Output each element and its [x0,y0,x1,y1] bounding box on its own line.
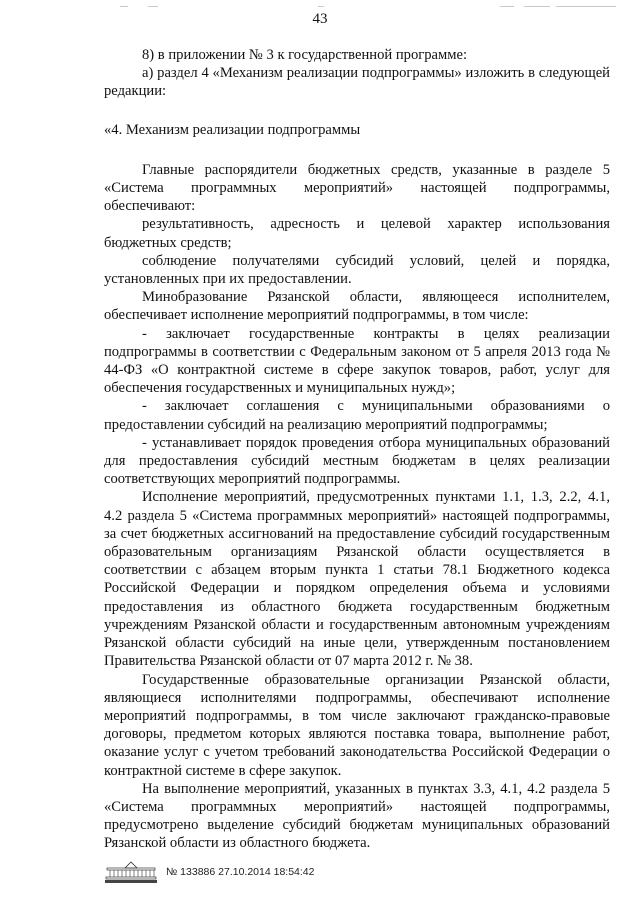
paragraph-execution: Исполнение мероприятий, предусмотренных пунктами 1.1, 1.3, 2.2, 4.1, 4.2 раздела 5 «Система программных мероприятий» настоящей подпрограммы, за счет бюджетных ассигнований на предоставление субсидий государственным образовательным организациям Рязанской области осуществляется в соответствии с абзацем вторым пункта 1 статьи 78.1 Бюджетного кодекса Российской Федерации и порядком определения объема и условиями предоставления из областного бюджета государственным бюджетным учреждениям Рязанской области и государственным автономным учреждениям Рязанской области субсидий на иные цели, утвержденным постановлением Правительства Рязанской области от 07 марта 2012 г. № 38. [104,489,610,670]
paragraph-agreements: - заключает соглашения с муниципальными образованиями о предоставлении субсидий на реализацию мероприятий подпрограммы; [104,398,610,433]
registration-stamp: № 133886 27.10.2014 18:54:42 [166,866,315,878]
page-number: 43 [312,11,328,27]
building-seal-icon [104,860,158,884]
paragraph-main-managers: Главные распорядители бюджетных средств, указанные в разделе 5 «Система программных мероприятий» настоящей подпрограммы, обеспечивают: [104,161,610,215]
paragraph-selection: - устанавливает порядок проведения отбора муниципальных образований для предоставления субсидий местным бюджетам в целях реализации соответствующих мероприятий подпрограммы. [104,434,610,488]
paragraph-subsidies: На выполнение мероприятий, указанных в пунктах 3.3, 4.1, 4.2 раздела 5 «Система программных мероприятий» настоящей подпрограммы, предусмотрено выделение субсидий бюджетам муниципальных образований Рязанской области из областного бюджета. [104,780,610,852]
document-body [104,46,610,853]
paragraph-organizations: Государственные образовательные организации Рязанской области, являющиеся исполнителями подпрограммы, обеспечивают исполнение мероприятий подпрограммы, в том числе заключают гражданско-правовые договоры, предметом которых являются поставка товара, выполнение работ, оказание услуг с учетом требований законодательства Российской Федерации о контрактной системе в сфере закупок. [104,671,610,779]
registration-footer [104,859,314,885]
paragraph-effectiveness: результативность, адресность и целевой характер использования бюджетных средств; [104,216,610,251]
paragraph-subitem-a: а) раздел 4 «Механизм реализации подпрограммы» изложить в следующей редакции: [104,65,610,100]
paragraph-compliance: соблюдение получателями субсидий условий, целей и порядка, установленных при их предоставлении. [104,252,610,288]
paragraph-minobrazovanie: Минобразование Рязанской области, являющееся исполнителем, обеспечивает исполнение мероприятий подпрограммы, в том числе: [104,289,610,324]
paragraph-item-8: 8) в приложении № 3 к государственной программе: [142,47,468,63]
section-heading: «4. Механизм реализации подпрограммы [104,121,361,138]
paragraph-contracts: - заключает государственные контракты в целях реализации подпрограммы в соответствии с Федеральным законом от 5 апреля 2013 года № 44-ФЗ «О контрактной системе в сфере закупок товаров, работ, услуг для обеспечения государственных и муниципальных нужд»; [104,325,610,397]
